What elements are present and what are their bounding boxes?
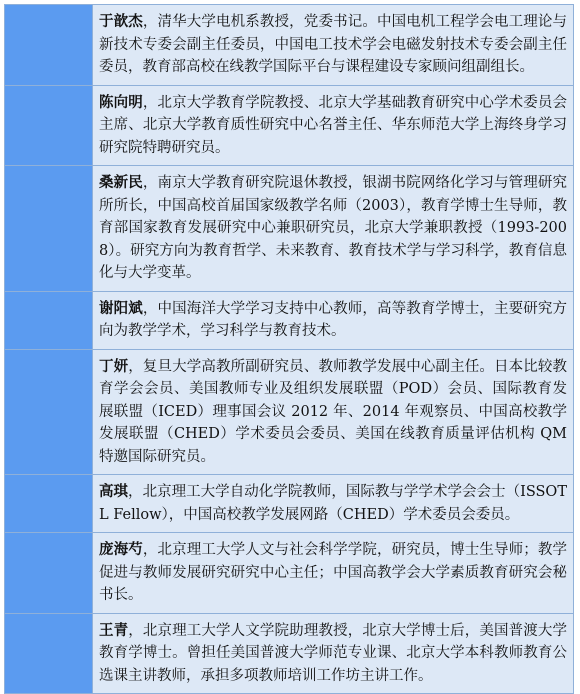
table-row [5, 349, 574, 475]
person-bio: ，北京理工大学人文与社会科学学院，研究员，博士生导师；教学促进与教师发展研究研究中心主任；中国高教学会大学素质教育研究会秘书长。 [99, 542, 568, 603]
person-name: 桑新民 [99, 174, 143, 191]
row-marker-cell [5, 349, 93, 475]
person-bio: ，南京大学教育研究院退休教授，银湖书院网络化学习与管理研究所所长，中国高校首届国家级教学名师（2003），教育学博士生导师，教育部国家教育发展研究中心兼职研究员，北京大学兼职教授（1993-2008）。研究方向为教育哲学、未来教育、教育技术学与学习科学，教育信息化与大学变革。 [99, 175, 568, 281]
faculty-bio-list [5, 5, 574, 694]
person-bio: ，清华大学电机系教授，党委书记。中国电机工程学会电工理论与新技术专委会副主任委员，中国电工技术学会电磁发射技术专委会副主任委员，教育部高校在线教学国际平台与课程建设专家顾问组副组长。 [99, 14, 568, 75]
table-row [5, 85, 574, 166]
person-bio: ，北京理工大学人文学院助理教授，北京大学博士后，美国普渡大学教育学博士。曾担任美国普渡大学师范专业课、北京大学本科教师教育公选课主讲教师，承担多项教师培训工作坊主讲工作。 [99, 622, 568, 684]
row-marker-cell [5, 5, 93, 86]
bio-cell [93, 291, 574, 349]
table-row [5, 475, 574, 533]
row-marker-cell [5, 291, 93, 349]
table-row [5, 533, 574, 614]
table-row [5, 291, 574, 349]
person-bio: ，复旦大学高教所副研究员、教师教学发展中心副主任。日本比较教育学会会员、美国教师专业及组织发展联盟（POD）会员、国际教育发展联盟（ICED）理事国会议 2012 年、2014 年观察员、中国高校教学发展联盟（CHED）学术委员会委员、美国在线教育质量评估机构 QM 特邀国际研究员。 [99, 358, 568, 465]
bio-cell [93, 85, 574, 166]
person-bio: ，北京理工大学自动化学院教师，国际教与学学术学会会士（ISSOTL Fellow），中国高校教学发展网路（CHED）学术委员会委员。 [99, 484, 567, 523]
row-marker-cell [5, 166, 93, 292]
row-marker-cell [5, 475, 93, 533]
person-name: 王青 [99, 621, 129, 639]
person-name: 谢阳斌 [99, 299, 143, 317]
row-marker-cell [5, 613, 93, 694]
table-row [5, 613, 574, 694]
person-bio: ，北京大学教育学院教授、北京大学基础教育研究中心学术委员会主席、北京大学教育质性研究中心名誉主任、华东师范大学上海终身学习研究院特聘研究员。 [99, 94, 568, 156]
person-name: 陈向明 [99, 93, 143, 111]
person-name: 庞海芍 [99, 541, 143, 558]
person-name: 丁妍 [99, 357, 129, 375]
row-marker-cell [5, 85, 93, 166]
person-name: 于歆杰 [99, 13, 143, 30]
table-row [5, 5, 574, 86]
bio-cell [93, 613, 574, 694]
bio-cell [93, 533, 574, 614]
person-name: 高琪 [99, 483, 129, 500]
row-marker-cell [5, 533, 93, 614]
bio-cell [93, 475, 574, 533]
bio-cell [93, 5, 574, 86]
person-bio: ，中国海洋大学学习支持中心教师，高等教育学博士，主要研究方向为教学学术，学习科学与教育技术。 [99, 300, 568, 339]
faculty-bio-table [4, 4, 574, 694]
bio-cell [93, 166, 574, 292]
bio-cell [93, 349, 574, 475]
table-row [5, 166, 574, 292]
